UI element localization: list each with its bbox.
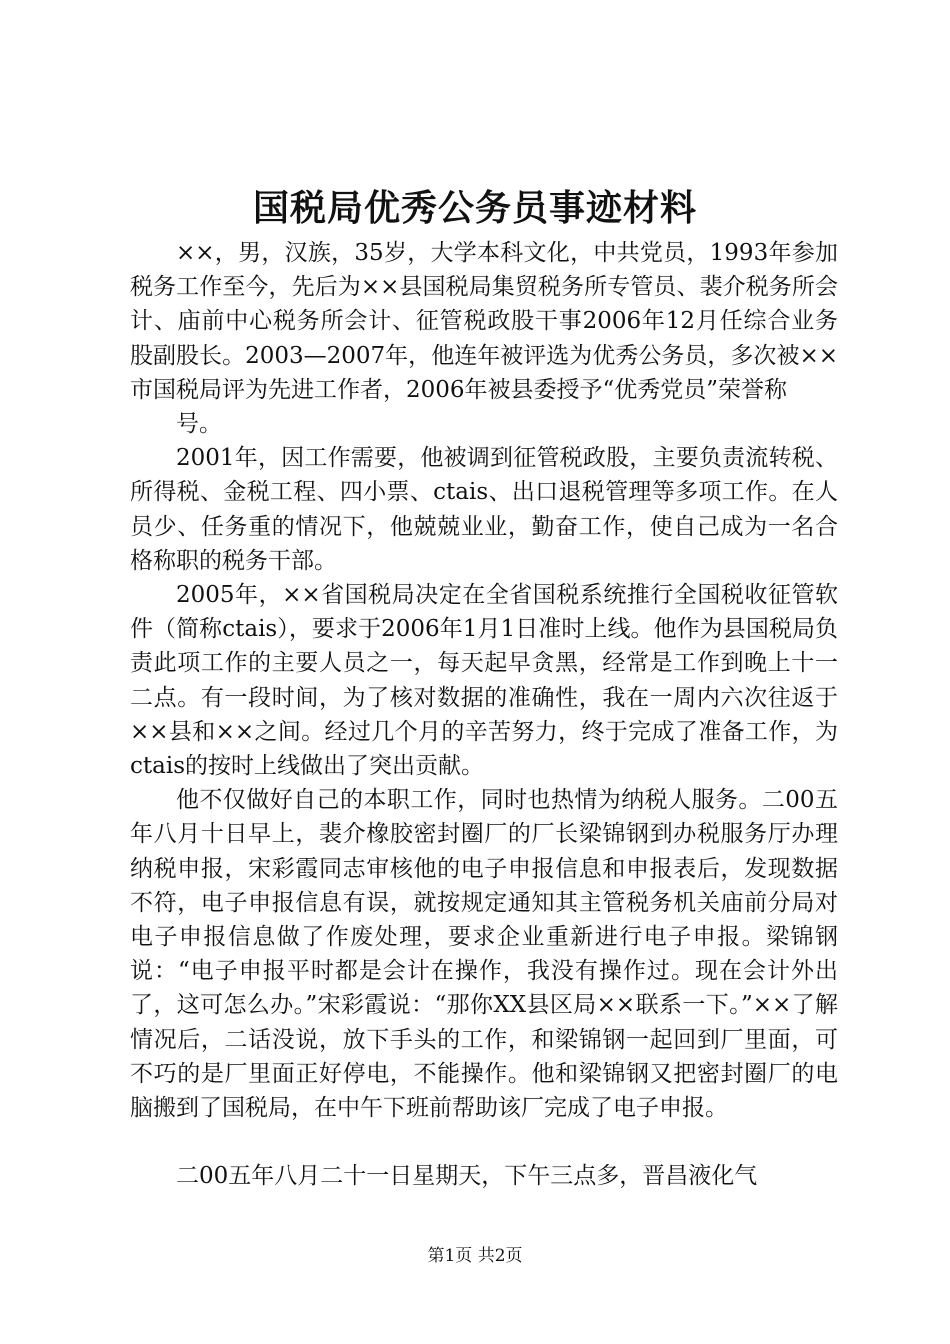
paragraph-profile-end: 号。 [176, 411, 222, 438]
paragraph-2001: 2001年，因工作需要，他被调到征管税政股，主要负责流转税、所得税、金税工程、四小票、ctais、出口退税管理等多项工作。在人员少、任务重的情况下，他兢兢业业，勤奋工作，使自己成为一名合格称职的税务干部。 [130, 445, 838, 574]
paragraph-2005: 2005年，××省国税局决定在全省国税系统推行全国税收征管软件（简称ctais），要求于2006年1月1日准时上线。他作为县国税局负责此项工作的主要人员之一，每天起早贪黑，经常是工作到晚上十一二点。有一段时间，为了核对数据的准确性，我在一周内六次往返于××县和××之间。经过几个月的辛苦努力，终于完成了准备工作，为ctais的按时上线做出了突出贡献。 [130, 582, 838, 780]
paragraph-service: 他不仅做好自己的本职工作，同时也热情为纳税人服务。二00五年八月十日早上，裴介橡胶密封圈厂的厂长梁锦钢到办税服务厅办理纳税申报，宋彩霞同志审核他的电子申报信息和申报表后，发现数据不符，电子申报信息有误，就按规定通知其主管税务机关庙前分局对电子申报信息做了作废处理，要求企业重新进行电子申报。梁锦钢说：“电子申报平时都是会计在操作，我没有操作过。现在会计外出了，这可怎么办。”宋彩霞说：“那你XX县区局××联系一下。”××了解情况后，二话没说，放下手头的工作，和梁锦钢一起回到厂里面，可不巧的是厂里面正好停电，不能操作。他和梁锦钢又把密封圈厂的电脑搬到了国税局，在中午下班前帮助该厂完成了电子申报。 [130, 787, 838, 1122]
page-number-footer: 第1页 共2页 [427, 1246, 523, 1266]
document-body [130, 236, 838, 1193]
paragraph-profile: ××，男，汉族，35岁，大学本科文化，中共党员，1993年参加税务工作至今，先后为××县国税局集贸税务所专管员、裴介税务所会计、庙前中心税务所会计、征管税政股干事2006年12月任综合业务股副股长。2003—2007年，他连年被评选为优秀公务员，多次被××市国税局评为先进工作者，2006年被县委授予“优秀党员”荣誉称 [130, 240, 838, 403]
paragraph-gap [130, 1125, 838, 1159]
paragraph-aug-21: 二00五年八月二十一日星期天，下午三点多，晋昌液化气 [176, 1163, 758, 1190]
document-title: 国税局优秀公务员事迹材料 [252, 187, 697, 229]
